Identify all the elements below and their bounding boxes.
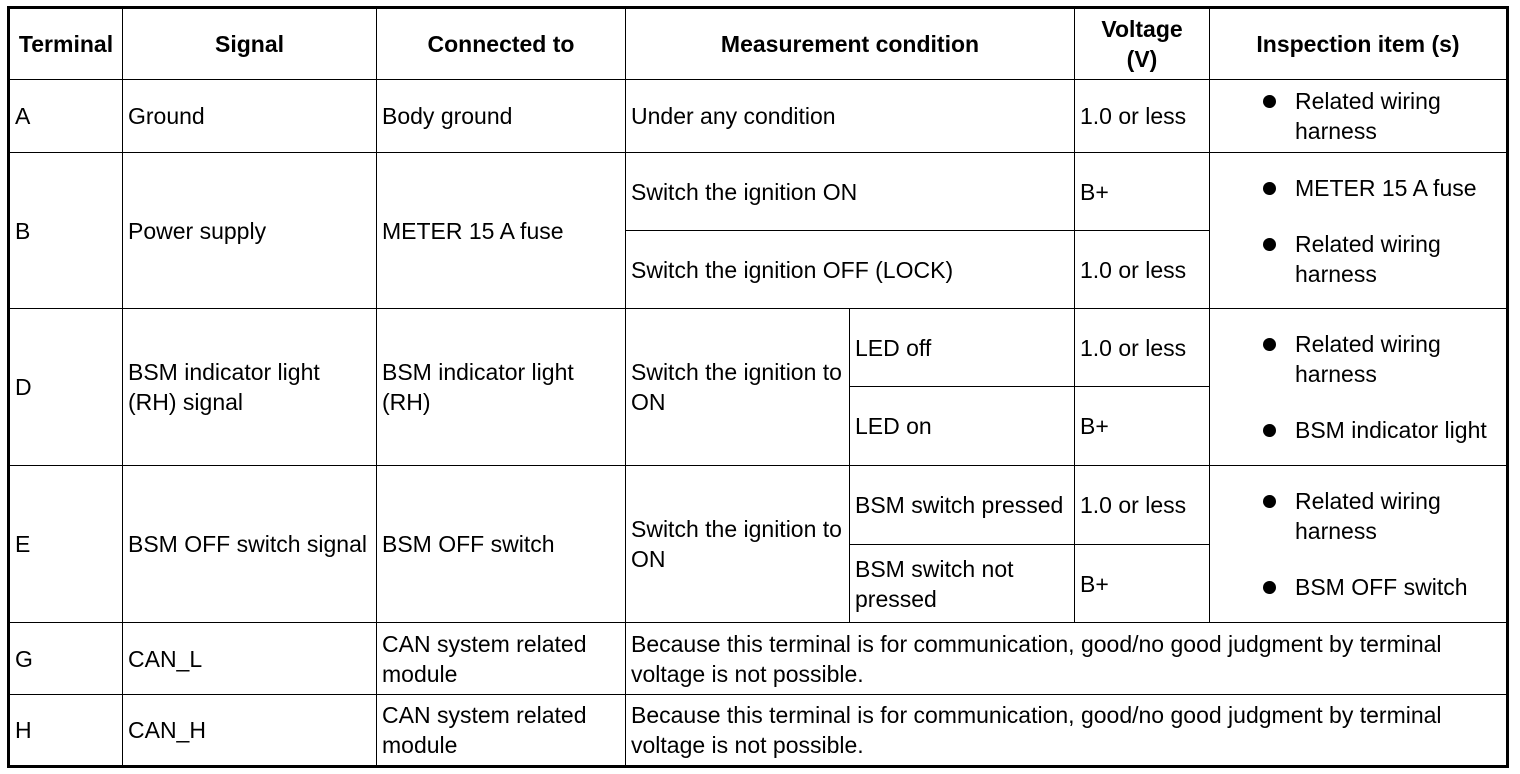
signal-cell: Ground [123,80,377,153]
note-cell: Because this terminal is for communication, good/no good judgment by terminal voltage is not possible. [626,695,1508,767]
inspection-list [1215,173,1501,289]
signal-cell: BSM OFF switch signal [123,466,377,623]
condition-cell: Switch the ignition OFF (LOCK) [626,231,1075,309]
header-signal: Signal [123,8,377,80]
connected-to-cell: CAN system related module [377,695,626,767]
inspection-cell [1210,80,1508,153]
header-voltage-unit: (V) [1126,46,1158,72]
inspection-cell [1210,309,1508,466]
header-voltage [1075,8,1210,80]
condition-cell: Under any condition [626,80,1075,153]
header-row [9,8,1508,80]
inspection-item: Related wiring harness [1295,329,1501,389]
state-cell: LED off [850,309,1075,387]
terminal-cell: G [9,623,123,695]
table-row-b [9,153,1508,231]
state-cell: BSM switch pressed [850,466,1075,545]
inspection-item: Related wiring harness [1295,86,1501,146]
terminal-cell: B [9,153,123,309]
terminal-cell: D [9,309,123,466]
voltage-cell: 1.0 or less [1075,309,1210,387]
header-inspection-items: Inspection item (s) [1210,8,1508,80]
table-row-g [9,623,1508,695]
inspection-item: BSM OFF switch [1295,572,1501,602]
terminal-cell: H [9,695,123,767]
inspection-list [1215,486,1501,602]
inspection-cell [1210,153,1508,309]
inspection-list [1215,329,1501,445]
connected-to-cell: Body ground [377,80,626,153]
terminal-cell: A [9,80,123,153]
state-cell: BSM switch not pressed [850,545,1075,623]
voltage-cell: B+ [1075,387,1210,466]
header-voltage-label: Voltage [1101,16,1183,42]
table-row-h [9,695,1508,767]
connected-to-cell: BSM indicator light (RH) [377,309,626,466]
connected-to-cell: BSM OFF switch [377,466,626,623]
table-row-e [9,466,1508,545]
header-connected-to: Connected to [377,8,626,80]
voltage-cell: 1.0 or less [1075,80,1210,153]
inspection-item: BSM indicator light [1295,415,1501,445]
state-cell: LED on [850,387,1075,466]
voltage-cell: B+ [1075,153,1210,231]
condition-cell: Switch the ignition to ON [626,309,850,466]
connected-to-cell: CAN system related module [377,623,626,695]
signal-cell: BSM indicator light (RH) signal [123,309,377,466]
header-measurement-condition: Measurement condition [626,8,1075,80]
table-row-d [9,309,1508,387]
connected-to-cell: METER 15 A fuse [377,153,626,309]
inspection-item: METER 15 A fuse [1295,173,1501,203]
terminal-cell: E [9,466,123,623]
note-cell: Because this terminal is for communication, good/no good judgment by terminal voltage is not possible. [626,623,1508,695]
inspection-cell [1210,466,1508,623]
condition-cell: Switch the ignition to ON [626,466,850,623]
table-row-a [9,80,1508,153]
voltage-cell: B+ [1075,545,1210,623]
inspection-item: Related wiring harness [1295,486,1501,546]
voltage-cell: 1.0 or less [1075,466,1210,545]
signal-cell: Power supply [123,153,377,309]
terminal-inspection-table [7,6,1509,768]
header-terminal: Terminal [9,8,123,80]
inspection-item: Related wiring harness [1295,229,1501,289]
condition-cell: Switch the ignition ON [626,153,1075,231]
voltage-cell: 1.0 or less [1075,231,1210,309]
inspection-list [1215,86,1501,146]
signal-cell: CAN_L [123,623,377,695]
signal-cell: CAN_H [123,695,377,767]
